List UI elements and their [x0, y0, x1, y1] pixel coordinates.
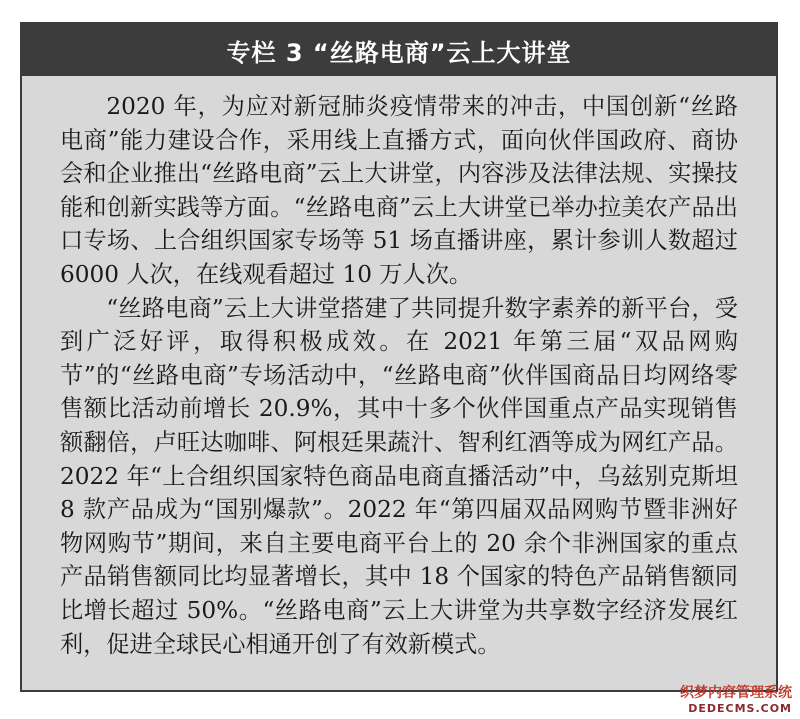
paragraph-2: “丝路电商”云上大讲堂搭建了共同提升数字素养的新平台，受到广泛好评，取得积极成效。在 2021 年第三届“双品网购节”的“丝路电商”专场活动中，“丝路电商”伙伴国商品日均网络零售额比活动前增长 20.9%，其中十多个伙伴国重点产品实现销售额翻倍，卢旺达咖啡、阿根廷果蔬汁、智利红酒等成为网红产品。2022 年“上合组织国家特色商品电商直播活动”中，乌兹别克斯坦 8 款产品成为“国别爆款”。2022 年“第四届双品网购节暨非洲好物网购节”期间，来自主要电商平台上的 20 余个非洲国家的重点产品销售额同比均显著增长，其中 18 个国家的特色产品销售额同比增长超过 50%。“丝路电商”云上大讲堂为共享数字经济发展红利，促进全球民心相通开创了有效新模式。 — [60, 294, 738, 658]
watermark-text-en: DEDECMS.COM — [688, 702, 792, 715]
box-title: 专栏 3 “丝路电商”云上大讲堂 — [226, 38, 572, 67]
feature-box — [20, 22, 778, 692]
title-bar — [22, 24, 776, 76]
box-content — [22, 76, 776, 661]
watermark-logo — [680, 682, 792, 715]
paragraph-1: 2020 年，为应对新冠肺炎疫情带来的冲击，中国创新“丝路电商”能力建设合作，采用线上直播方式，面向伙伴国政府、商协会和企业推出“丝路电商”云上大讲堂，内容涉及法律法规、实操技能和创新实践等方面。“丝路电商”云上大讲堂已举办拉美农产品出口专场、上合组织国家专场等 51 场直播讲座，累计参训人数超过 6000 人次，在线观看超过 10 万人次。 — [60, 93, 738, 288]
watermark-text-cn: 织梦内容管理系统 — [680, 685, 792, 701]
